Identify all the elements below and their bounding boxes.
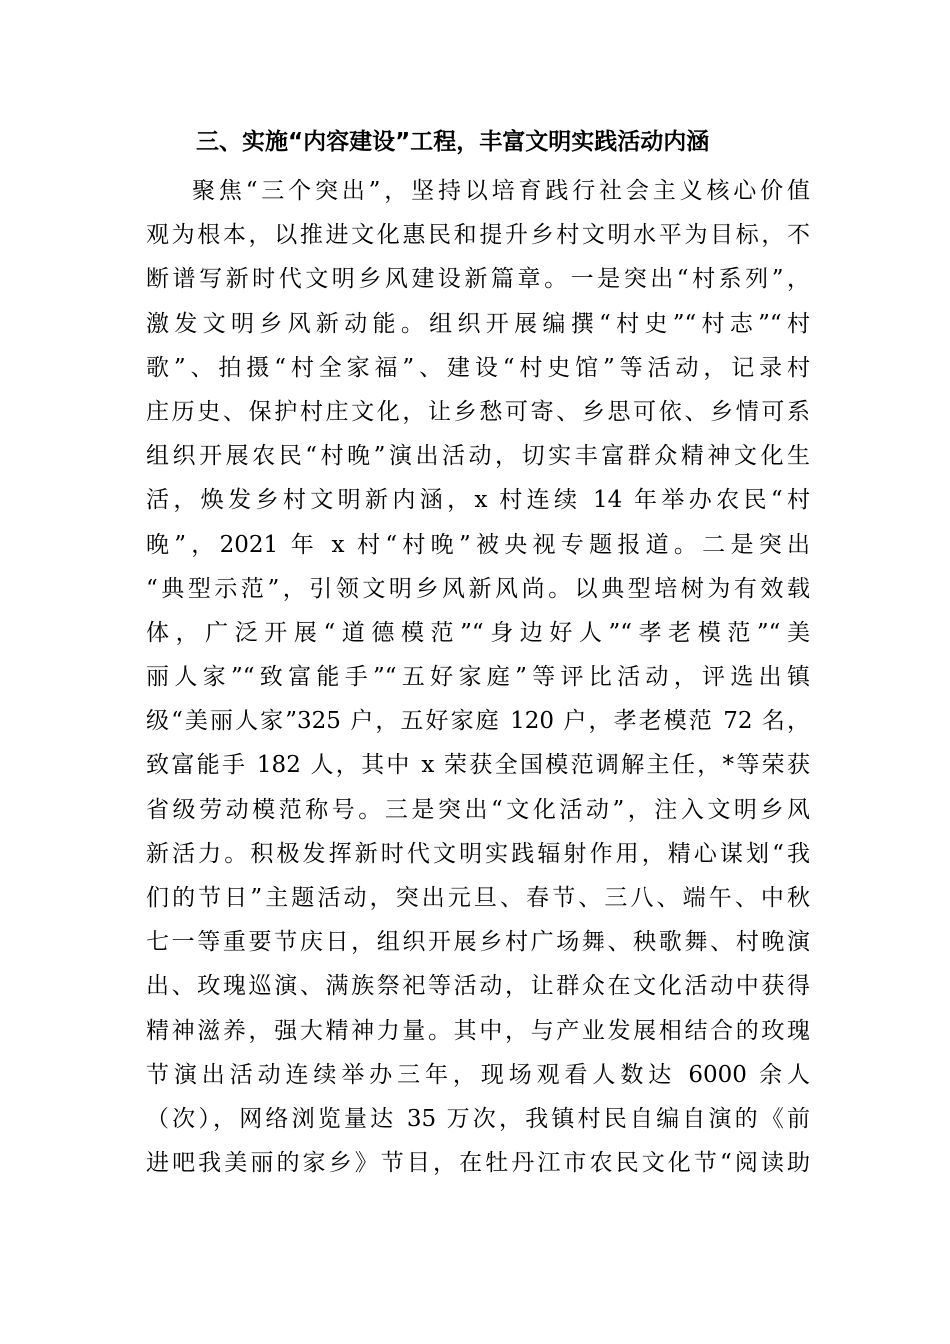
paragraph-line: 聚焦“三个突出”，坚持以培育践行社会主义核心价值 <box>192 178 810 204</box>
body-paragraph <box>146 169 810 1185</box>
paragraph-line: 进吧我美丽的家乡》节目，在牡丹江市农民文化节“阅读助 <box>146 1150 810 1177</box>
paragraph-line: 七一等重要节庆日，组织开展乡村广场舞、秧歌舞、村晚演 <box>146 929 810 956</box>
paragraph-line: 精神滋养，强大精神力量。其中，与产业发展相结合的玫瑰 <box>146 1017 810 1044</box>
paragraph-line: 活，焕发乡村文明新内涵，x 村连续 14 年举办农民“村 <box>146 487 810 514</box>
paragraph-line: 歌”、拍摄“村全家福”、建设“村史馆”等活动，记录村 <box>146 354 810 381</box>
paragraph-line: 庄历史、保护村庄文化，让乡愁可寄、乡思可依、乡情可系 <box>146 398 810 425</box>
paragraph-line: “典型示范”，引领文明乡风新风尚。以典型培树为有效载 <box>146 575 810 602</box>
paragraph-line: 新活力。积极发挥新时代文明实践辐射作用，精心谋划“我 <box>146 840 810 867</box>
paragraph-line: 们的节日”主题活动，突出元旦、春节、三八、端午、中秋 <box>146 885 810 911</box>
paragraph-line: 断谱写新时代文明乡风建设新篇章。一是突出“村系列”， <box>146 266 810 293</box>
paragraph-line: 致富能手 182 人，其中 x 荣获全国模范调解主任，*等荣获 <box>146 752 810 779</box>
paragraph-line: 省级劳动模范称号。三是突出“文化活动”，注入文明乡风 <box>146 796 810 823</box>
paragraph-line: 出、玫瑰巡演、满族祭祀等活动，让群众在文化活动中获得 <box>146 973 810 1000</box>
paragraph-line: 晚”，2021 年 x 村“村晚”被央视专题报道。二是突出 <box>146 531 810 558</box>
paragraph-line: 激发文明乡风新动能。组织开展编撰“村史”“村志”“村 <box>146 310 810 337</box>
paragraph-line: 体，广泛开展“道德模范”“身边好人”“孝老模范”“美 <box>146 619 810 646</box>
paragraph-line: （次），网络浏览量达 35 万次，我镇村民自编自演的《前 <box>146 1105 810 1132</box>
paragraph-line: 组织开展农民“村晚”演出活动，切实丰富群众精神文化生 <box>146 443 810 470</box>
paragraph-line: 级“美丽人家”325 户，五好家庭 120 户，孝老模范 72 名， <box>146 708 810 735</box>
paragraph-line: 观为根本，以推进文化惠民和提升乡村文明水平为目标，不 <box>146 222 810 249</box>
paragraph-line: 节演出活动连续举办三年，现场观看人数达 6000 余人 <box>146 1061 810 1088</box>
section-heading: 三、实施“内容建设”工程，丰富文明实践活动内涵 <box>196 129 710 155</box>
paragraph-line: 丽人家”“致富能手”“五好家庭”等评比活动，评选出镇 <box>146 664 810 691</box>
